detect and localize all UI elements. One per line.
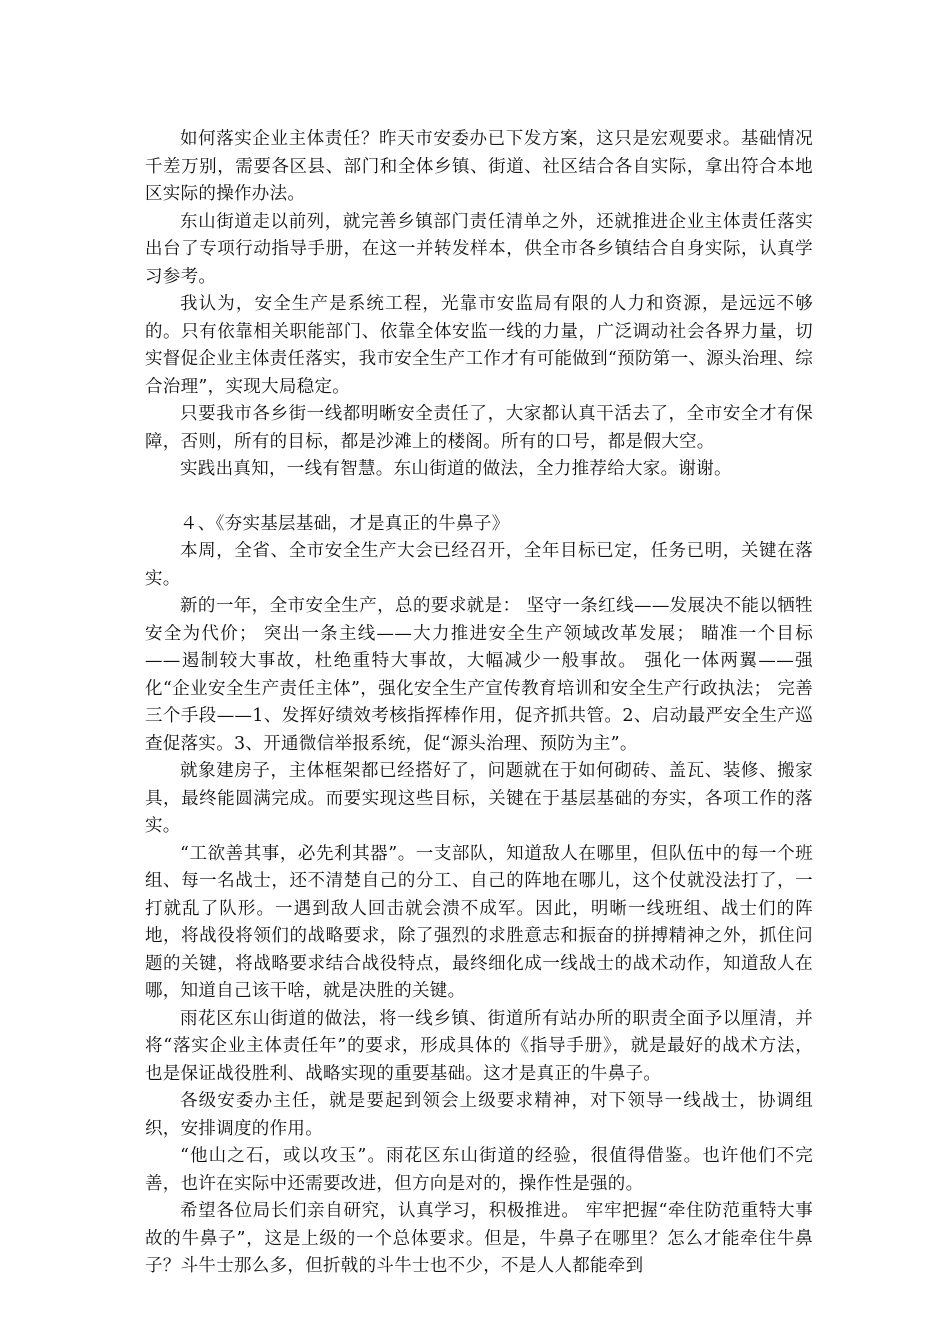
section-heading: ４、《夯实基层基础，才是真正的牛鼻子》 [180, 513, 510, 534]
paragraph: 各级安委办主任，就是要起到领会上级要求精神，对下领导一线战士，协调组织，安排调度的作用。 [145, 1091, 813, 1139]
paragraph: 新的一年，全市安全生产，总的要求就是： 坚守一条红线——发展决不能以牺牲安全为代价； 突出一条主线——大力推进安全生产领域改革发展； 瞄准一个目标——遏制较大事故，杜绝重特大事故，大幅减少一般事故。 强化一体两翼——强化“企业安全生产责任主体”，强化安全生产宣传教育培训和安全生产行政执法； 完善三个手段——1、发挥好绩效考核指挥棒作用，促齐抓共管。2、启动最严安全生产巡查促落实。3、开通微信举报系统，促“源头治理、预防为主”。 [145, 596, 813, 754]
paragraph: 如何落实企业主体责任？昨天市安委办已下发方案，这只是宏观要求。基础情况千差万别，需要各区县、部门和全体乡镇、街道、社区结合各自实际，拿出符合本地区实际的操作办法。 [145, 129, 813, 204]
paragraph: “他山之石，或以攻玉”。雨花区东山街道的经验，很值得借鉴。也许他们不完善，也许在实际中还需要改进，但方向是对的，操作性是强的。 [145, 1146, 813, 1194]
paragraph: 我认为，安全生产是系统工程，光靠市安监局有限的人力和资源，是远远不够的。只有依靠相关职能部门、依靠全体安监一线的力量，广泛调动社会各界力量，切实督促企业主体责任落实，我市安全生产工作才有可能做到“预防第一、源头治理、综合治理”，实现大局稳定。 [145, 294, 813, 397]
paragraph: 本周，全省、全市安全生产大会已经召开，全年目标已定，任务已明，关键在落实。 [145, 541, 813, 589]
paragraph: 东山街道走以前列，就完善乡镇部门责任清单之外，还就推进企业主体责任落实出台了专项行动指导手册，在这一并转发样本，供全市各乡镇结合自身实际，认真学习参考。 [145, 211, 813, 287]
paragraph: 就象建房子，主体框架都已经搭好了，问题就在于如何砌砖、盖瓦、装修、搬家具，最终能圆满完成。而要实现这些目标，关键在于基层基础的夯实，各项工作的落实。 [145, 761, 813, 836]
document-page [145, 126, 813, 1281]
paragraph: 雨花区东山街道的做法，将一线乡镇、街道所有站办所的职责全面予以厘清，并将“落实企业主体责任年”的要求，形成具体的《指导手册》，就是最好的战术方法，也是保证战役胜利、战略实现的重要基础。这才是真正的牛鼻子。 [145, 1008, 813, 1084]
paragraph: “工欲善其事，必先利其器”。一支部队，知道敌人在哪里，但队伍中的每一个班组、每一名战士，还不清楚自己的分工、自己的阵地在哪儿，这个仗就没法打了，一打就乱了队形。一遇到敌人回击就会溃不成军。因此，明晰一线班组、战士们的阵地，将战役将领们的战略要求，除了强烈的求胜意志和振奋的拼搏精神之外，抓住问题的关键，将战略要求结合战役特点，最终细化成一线战士的战术动作，知道敌人在哪，知道自己该干啥，就是决胜的关键。 [145, 843, 813, 1001]
section-spacer [145, 484, 813, 511]
paragraph: 只要我市各乡街一线都明晰安全责任了，大家都认真干活去了，全市安全才有保障，否则，所有的目标，都是沙滩上的楼阁。所有的口号，都是假大空。 [145, 404, 813, 452]
paragraph: 实践出真知，一线有智慧。东山街道的做法，全力推荐给大家。谢谢。 [180, 459, 732, 479]
paragraph: 希望各位局长们亲自研究，认真学习，积极推进。 牢牢把握“牵住防范重特大事故的牛鼻子”，这是上级的一个总体要求。但是，牛鼻子在哪里？怎么才能牵住牛鼻子？斗牛士那么多，但折戟的斗牛士也不少，不是人人都能牵到 [145, 1201, 813, 1276]
